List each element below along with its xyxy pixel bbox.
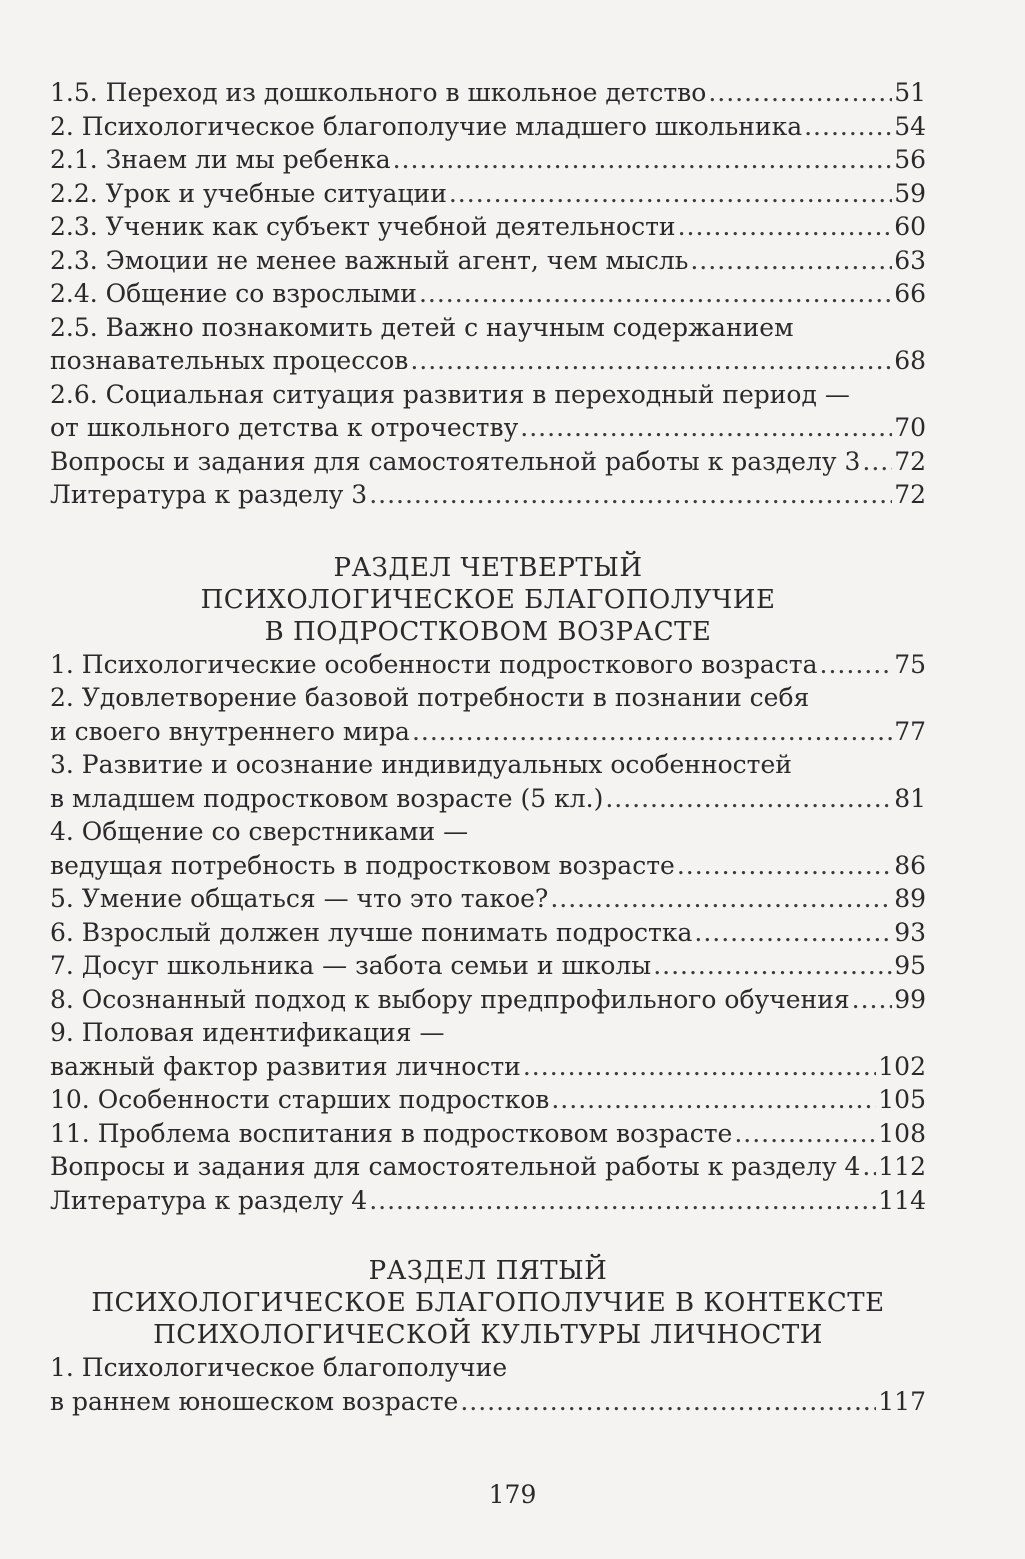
toc-leader-dots xyxy=(449,177,892,211)
toc-leader-dots xyxy=(393,143,893,177)
toc-entry-title: 9. Половая идентификация — xyxy=(50,1018,445,1047)
toc-leader-dots xyxy=(369,478,892,512)
toc-entry-page: 114 xyxy=(878,1185,926,1215)
toc-leader-dots xyxy=(862,445,892,479)
toc-entry-page: 99 xyxy=(894,984,926,1014)
toc-entry-page: 81 xyxy=(894,783,926,813)
toc-entry xyxy=(50,411,926,445)
toc-entry xyxy=(50,1150,926,1184)
toc-entry-title: от школьного детства к отрочеству xyxy=(50,413,519,442)
page-number: 179 xyxy=(488,1480,537,1509)
toc-entry-page: 56 xyxy=(894,145,926,174)
toc-entry xyxy=(50,882,926,916)
section5-title-line: ПСИХОЛОГИЧЕСКОЕ БЛАГОПОЛУЧИЕ В КОНТЕКСТЕ xyxy=(91,1288,885,1318)
toc-entry-title: 2.3. Ученик как субъект учебной деятельности xyxy=(50,212,676,241)
toc-entry-page: 93 xyxy=(894,917,926,947)
toc-section5 xyxy=(50,1351,926,1418)
section4-title-line: В ПОДРОСТКОВОМ ВОЗРАСТЕ xyxy=(264,616,712,647)
toc-entry xyxy=(50,748,926,782)
toc-entry xyxy=(50,445,926,479)
toc-leader-dots xyxy=(678,210,893,244)
section4-heading xyxy=(50,552,926,648)
toc-entry-page: 75 xyxy=(894,649,926,679)
toc-entry-title: в младшем подростковом возрасте (5 кл.) xyxy=(50,783,604,813)
toc-entry-title: ведущая потребность в подростковом возрасте xyxy=(50,850,675,880)
toc-entry-page: 51 xyxy=(894,78,926,107)
toc-leader-dots xyxy=(550,882,892,916)
toc-leader-dots xyxy=(419,277,892,311)
toc-leader-dots xyxy=(520,411,892,445)
toc-leader-dots xyxy=(820,648,893,682)
toc-entry xyxy=(50,715,926,749)
toc-entry xyxy=(50,1117,926,1151)
toc-entry xyxy=(50,478,926,512)
toc-entry-page: 70 xyxy=(894,413,926,442)
toc-leader-dots xyxy=(690,244,892,278)
toc-entry-page: 86 xyxy=(894,850,926,880)
toc-entry-page: 102 xyxy=(878,1051,926,1081)
toc-entry xyxy=(50,1351,926,1385)
toc-entry-page: 89 xyxy=(894,884,926,913)
toc-entry xyxy=(50,648,926,682)
toc-entry xyxy=(50,916,926,950)
toc-entry-title: познавательных процессов xyxy=(50,346,409,375)
toc-entry-title: Литература к разделу 4 xyxy=(50,1185,368,1215)
table-of-contents xyxy=(50,76,926,1418)
toc-entry-title: 8. Осознанный подход к выбору предпрофильного обучения xyxy=(50,984,850,1014)
toc-entry-page: 72 xyxy=(894,446,926,476)
toc-entry-title: 2. Психологическое благополучие младшего школьника xyxy=(50,111,803,141)
toc-entry-page: 63 xyxy=(894,245,926,275)
toc-entry-title: 6. Взрослый должен лучше понимать подростка xyxy=(50,917,693,947)
toc-entry-title: Вопросы и задания для самостоятельной работы к разделу 3 xyxy=(50,446,861,476)
toc-leader-dots xyxy=(852,983,893,1017)
toc-leader-dots xyxy=(410,344,892,378)
toc-entry-title: и своего внутреннего мира xyxy=(50,716,410,746)
toc-entry-title: Литература к разделу 3 xyxy=(50,480,368,509)
toc-entry xyxy=(50,344,926,378)
toc-entry xyxy=(50,1050,926,1084)
toc-leader-dots xyxy=(605,782,892,816)
toc-entry-page: 72 xyxy=(894,480,926,509)
toc-entry xyxy=(50,983,926,1017)
toc-section3-continued xyxy=(50,76,926,512)
toc-entry xyxy=(50,110,926,144)
toc-entry-title: важный фактор развития личности xyxy=(50,1051,521,1081)
toc-entry xyxy=(50,143,926,177)
section4-title-line: ПСИХОЛОГИЧЕСКОЕ БЛАГОПОЛУЧИЕ xyxy=(200,584,776,615)
toc-entry-page: 59 xyxy=(894,178,926,208)
toc-entry xyxy=(50,378,926,412)
toc-leader-dots xyxy=(412,715,892,749)
toc-entry-title: 2. Удовлетворение базовой потребности в познании себя xyxy=(50,683,810,712)
toc-entry-title: 2.1. Знаем ли мы ребенка xyxy=(50,145,391,174)
toc-entry xyxy=(50,949,926,983)
toc-entry xyxy=(50,1184,926,1218)
toc-entry xyxy=(50,76,926,110)
toc-leader-dots xyxy=(862,1150,876,1184)
toc-entry xyxy=(50,815,926,849)
toc-entry xyxy=(50,1385,926,1419)
toc-entry xyxy=(50,210,926,244)
toc-entry-title: 1.5. Переход из дошкольного в школьное детство xyxy=(50,78,707,107)
toc-leader-dots xyxy=(551,1083,876,1117)
toc-entry xyxy=(50,849,926,883)
toc-entry-page: 105 xyxy=(878,1085,926,1114)
toc-entry-page: 68 xyxy=(894,346,926,375)
toc-entry xyxy=(50,177,926,211)
toc-entry xyxy=(50,244,926,278)
toc-leader-dots xyxy=(694,916,892,950)
toc-entry-title: 1. Психологические особенности подросткового возраста xyxy=(50,649,818,679)
toc-leader-dots xyxy=(523,1050,876,1084)
section5-heading xyxy=(50,1255,926,1351)
toc-entry-title: 4. Общение со сверстниками — xyxy=(50,817,469,846)
toc-entry-title: 2.5. Важно познакомить детей с научным содержанием xyxy=(50,312,794,342)
toc-entry-page: 66 xyxy=(894,279,926,308)
section5-title-line: ПСИХОЛОГИЧЕСКОЙ КУЛЬТУРЫ ЛИЧНОСТИ xyxy=(153,1320,823,1350)
toc-leader-dots xyxy=(460,1385,876,1419)
toc-entry-page: 95 xyxy=(894,951,926,980)
toc-entry xyxy=(50,782,926,816)
toc-entry-title: Вопросы и задания для самостоятельной работы к разделу 4 xyxy=(50,1152,861,1181)
toc-entry-title: 2.4. Общение со взрослыми xyxy=(50,279,417,308)
section5-title-line: РАЗДЕЛ ПЯТЫЙ xyxy=(368,1256,608,1286)
toc-entry xyxy=(50,1016,926,1050)
toc-entry-page: 112 xyxy=(878,1152,926,1181)
toc-entry-title: 2.6. Социальная ситуация развития в переходный период — xyxy=(50,379,850,409)
section4-title-line: РАЗДЕЛ ЧЕТВЕРТЫЙ xyxy=(333,552,643,583)
toc-entry-page: 54 xyxy=(894,111,926,141)
toc-entry-title: 11. Проблема воспитания в подростковом возрасте xyxy=(50,1118,733,1148)
toc-leader-dots xyxy=(804,110,892,144)
toc-entry-title: 2.3. Эмоции не менее важный агент, чем мысль xyxy=(50,245,689,275)
toc-entry-title: 5. Умение общаться — что это такое? xyxy=(50,884,549,913)
toc-entry-title: 1. Психологическое благополучие xyxy=(50,1353,508,1382)
toc-entry-page: 108 xyxy=(878,1118,926,1148)
toc-entry xyxy=(50,311,926,345)
toc-entry-page: 77 xyxy=(894,716,926,746)
toc-entry-title: в раннем юношеском возрасте xyxy=(50,1386,459,1416)
toc-leader-dots xyxy=(734,1117,876,1151)
toc-entry xyxy=(50,277,926,311)
toc-entry-title: 7. Досуг школьника — забота семьи и школы xyxy=(50,951,652,980)
toc-entry-title: 10. Особенности старших подростков xyxy=(50,1085,550,1114)
toc-leader-dots xyxy=(653,949,892,983)
toc-leader-dots xyxy=(708,76,892,110)
toc-entry-title: 2.2. Урок и учебные ситуации xyxy=(50,178,447,208)
toc-entry-title: 3. Развитие и осознание индивидуальных особенностей xyxy=(50,750,792,779)
toc-entry-page: 117 xyxy=(878,1386,926,1416)
toc-leader-dots xyxy=(369,1184,876,1218)
toc-entry xyxy=(50,681,926,715)
toc-entry xyxy=(50,1083,926,1117)
toc-leader-dots xyxy=(677,849,892,883)
toc-section4 xyxy=(50,648,926,1218)
toc-entry-page: 60 xyxy=(894,212,926,241)
